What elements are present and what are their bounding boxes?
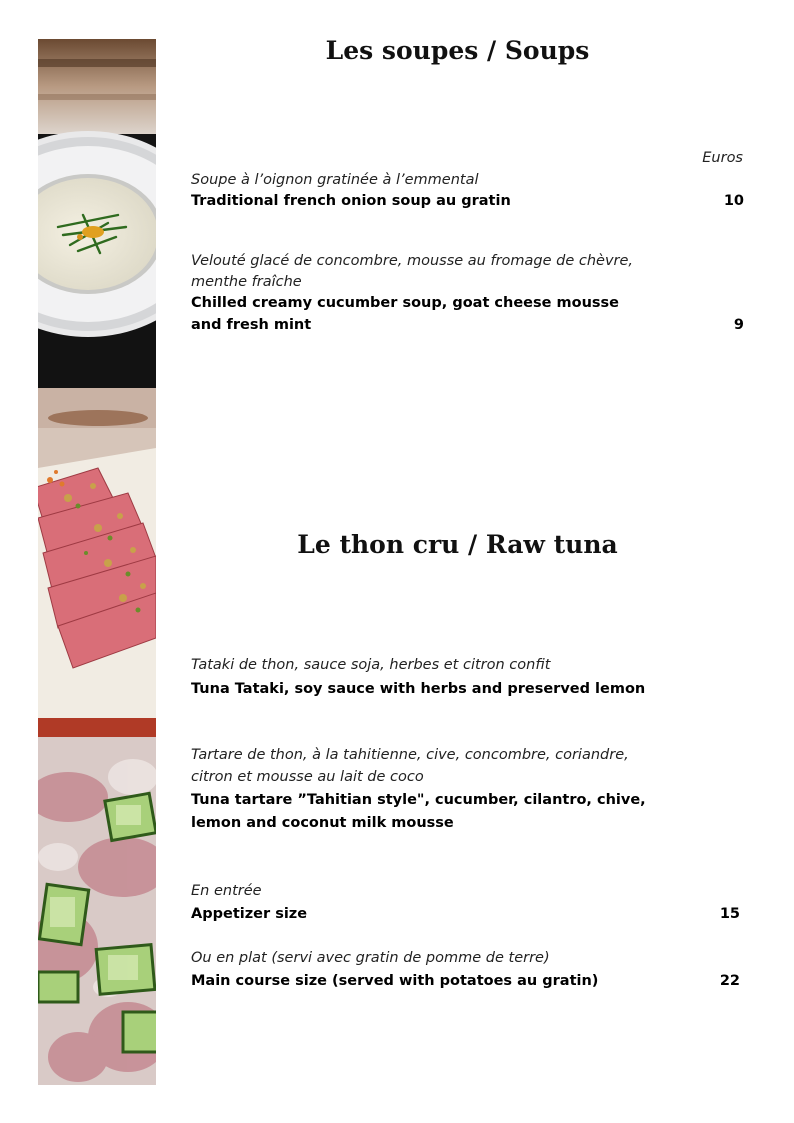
tuna-2-english-line2: lemon and coconut milk mousse xyxy=(191,815,454,831)
tuna-1-english: Tuna Tataki, soy sauce with herbs and preserved lemon xyxy=(191,681,646,697)
tuna-2-french-line1: Tartare de thon, à la tahitienne, cive, concombre, coriandre, xyxy=(191,747,629,763)
soup-2-english-line1: Chilled creamy cucumber soup, goat cheese mousse xyxy=(191,295,620,311)
size-2-english: Main course size (served with potatoes au gratin) xyxy=(191,973,599,989)
soup-bowl-photo xyxy=(38,39,156,388)
soup-1-english: Traditional french onion soup au gratin xyxy=(191,193,511,209)
tuna-2-english-line1: Tuna tartare ”Tahitian style", cucumber, cilantro, chive, xyxy=(191,792,646,808)
soups-heading: Les soupes / Soups xyxy=(325,36,590,65)
tuna-heading: Le thon cru / Raw tuna xyxy=(297,530,618,559)
soup-2-french-line2: menthe fraîche xyxy=(191,274,302,290)
tuna-1-french: Tataki de thon, sauce soja, herbes et citron confit xyxy=(191,657,551,673)
size-2-price: 22 xyxy=(719,973,740,989)
soup-2-english-line2: and fresh mint xyxy=(191,317,312,333)
tuna-tartare-photo xyxy=(38,737,156,1085)
size-1-french: En entrée xyxy=(191,883,262,899)
photo-strip xyxy=(38,39,156,1085)
size-1-price: 15 xyxy=(719,906,740,922)
tuna-2-french-line2: citron et mousse au lait de coco xyxy=(191,769,424,785)
soup-1-french: Soupe à l’oignon gratinée à l’emmental xyxy=(191,172,479,188)
soup-1-price: 10 xyxy=(723,193,744,209)
tuna-tataki-photo xyxy=(38,388,156,737)
currency-label: Euros xyxy=(702,150,743,166)
soup-2-french-line1: Velouté glacé de concombre, mousse au fromage de chèvre, xyxy=(191,253,634,269)
soup-2-price: 9 xyxy=(733,317,744,333)
size-2-french: Ou en plat (servi avec gratin de pomme de terre) xyxy=(191,950,550,966)
size-1-english: Appetizer size xyxy=(191,906,308,922)
